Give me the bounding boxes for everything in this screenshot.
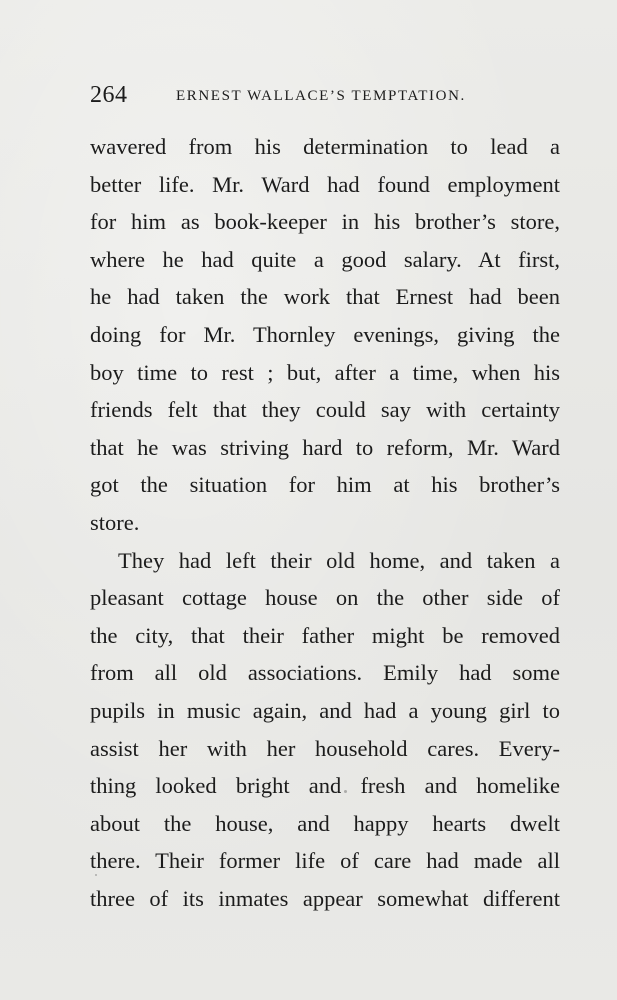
text-line: three of its inmates appear somewhat different (90, 885, 560, 911)
text-line: They had left their old home, and taken a (118, 547, 560, 573)
text-line: there. Their former life of care had made all (90, 848, 560, 874)
text-line: doing for Mr. Thornley evenings, giving the (90, 321, 560, 347)
text-line: got the situation for him at his brother’s (90, 472, 560, 498)
text-line: boy time to rest ; but, after a time, when his (90, 359, 560, 385)
text-line: that he was striving hard to reform, Mr. Ward (90, 434, 560, 460)
text-line: thing looked bright and fresh and homelike (90, 773, 560, 799)
text-line: from all old associations. Emily had some (90, 660, 560, 686)
page-header (90, 80, 560, 110)
text-line: friends felt that they could say with certainty (90, 397, 560, 423)
text-line: where he had quite a good salary. At first, (90, 246, 560, 272)
text-line: the city, that their father might be removed (90, 622, 560, 648)
text-line: assist her with her household cares. Every- (90, 735, 560, 761)
text-line: pleasant cottage house on the other side of (90, 585, 560, 611)
text-line: better life. Mr. Ward had found employment (90, 171, 560, 197)
text-line: wavered from his determination to lead a (90, 134, 560, 159)
paper-speck (95, 874, 97, 876)
text-line: he had taken the work that Ernest had been (90, 284, 560, 310)
page-number: 264 (90, 82, 128, 108)
text-line: pupils in music again, and had a young girl to (90, 697, 560, 723)
text-line: about the house, and happy hearts dwelt (90, 810, 560, 836)
running-title: ERNEST WALLACE’S TEMPTATION. (176, 88, 466, 104)
text-line: store. (90, 509, 140, 535)
paper-speck (344, 790, 347, 793)
body-text (90, 128, 560, 917)
text-line: for him as book-keeper in his brother’s store, (90, 209, 560, 235)
